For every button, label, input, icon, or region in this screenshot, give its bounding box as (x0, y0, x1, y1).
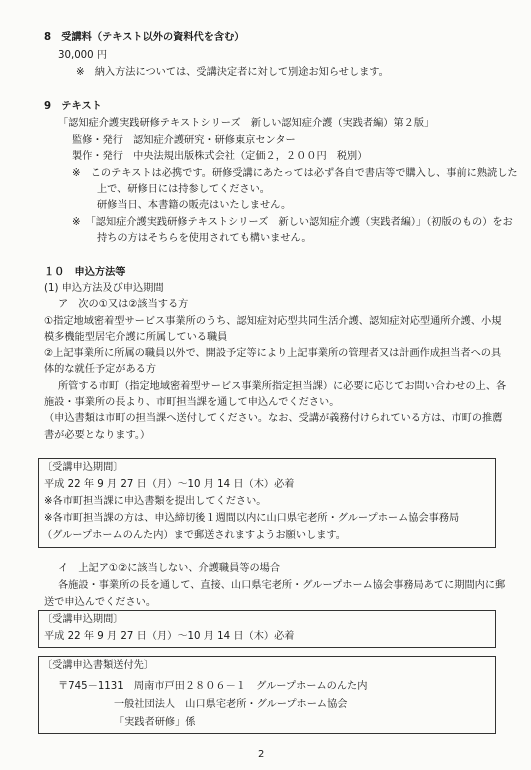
box-1-note-2: ※各市町担当課の方は、申込締切後１週間以内に山口県宅老所・グループホーム協会事務局 (44, 513, 460, 524)
fee-note: ※ 納入方法については、受講決定者に対して別途お知らせします。 (76, 67, 389, 78)
box-1-note-3: （グループホームのんた内）まで郵送されますようお願いします。 (42, 530, 346, 541)
procedure-line-3: （申込書類は市町の担当課へ送付してください。なお、受講が義務付けられている方は、市町の推薦 (44, 413, 503, 424)
target-b-heading: イ 上記ア①②に該当しない、介護職員等の場合 (58, 563, 281, 574)
target-item-1-line-1: ①指定地域密着型サービス事業所のうち、認知症対応型共同生活介護、認知症対応型通所介護、小規 (44, 316, 502, 327)
fee-amount: 30,000 円 (58, 50, 108, 61)
section-9-heading: 9 テキスト (44, 101, 102, 112)
textbook-note-1-line-2: 上で、研修日には持参してください。 (97, 184, 270, 195)
textbook-note-1-line-1: ※ このテキストは必携です。研修受講にあたっては必ず各自で書店等で購入し、事前に熟読した (72, 168, 518, 179)
target-a-heading: ア 次の①又は②該当する方 (58, 299, 189, 310)
procedure-line-1: 所管する市町（指定地域密着型サービス事業所指定担当課）に必要に応じてお問い合わせの上、各 (58, 381, 507, 392)
textbook-note-2-line-1: ※ 「認知症介護実践研修テキストシリーズ 新しい認知症介護（実践者編）」（初版のもの）をお (72, 217, 513, 228)
page-number: 2 (258, 749, 265, 760)
textbook-supervisor: 監修・発行 認知症介護研究・研修東京センター (72, 135, 296, 146)
box-1-label: 〔受講申込期間〕 (42, 462, 124, 473)
procedure-line-4: 書が必要となります。） (44, 430, 151, 441)
procedure-line-2: 施設・事業所の長より、市町担当課を通して申込んでください。 (44, 397, 340, 408)
textbook-producer: 製作・発行 中央法規出版株式会社（定価２，２００円 税別） (72, 151, 368, 162)
target-b-line-2: 送で申込んでください。 (44, 597, 157, 608)
mailing-organization: 一般社団法人 山口県宅老所・グループホーム協会 (114, 699, 348, 710)
target-item-1-line-2: 模多機能型居宅介護に所属している職員 (44, 332, 228, 343)
section-10-heading: １０ 申込方法等 (44, 267, 126, 278)
subsection-1-heading: (1) 申込方法及び申込期間 (44, 283, 164, 294)
textbook-note-2-line-2: 持ちの方はそちらを使用されても構いません。 (97, 233, 312, 244)
box-2-label: 〔受講申込期間〕 (42, 614, 124, 625)
target-b-line-1: 各施設・事業所の長を通して、直接、山口県宅老所・グループホーム協会事務局あてに期間内に郵 (58, 580, 506, 591)
textbook-title: 「認知症介護実践研修テキストシリーズ 新しい認知症介護（実践者編）第２版」 (58, 118, 435, 129)
box-1-period: 平成 22 年 9 月 27 日（月）～10 月 14 日（木）必着 (44, 479, 295, 490)
box-2-period: 平成 22 年 9 月 27 日（月）～10 月 14 日（木）必着 (44, 631, 295, 642)
target-item-2-line-2: 体的な就任予定がある方 (44, 364, 157, 375)
mailing-address: 〒745－1131 周南市戸田２８０６－１ グループホームのんた内 (58, 681, 368, 692)
textbook-note-1-line-3: 研修当日、本書籍の販売はいたしません。 (97, 200, 292, 211)
box-1-note-1: ※各市町担当課に申込書類を提出してください。 (44, 496, 267, 507)
section-8-heading: 8 受講料（テキスト以外の資料代を含む） (44, 32, 245, 43)
box-3-label: 〔受講申込書類送付先〕 (42, 660, 155, 671)
target-item-2-line-1: ②上記事業所に所属の職員以外で、開設予定等により上記事業所の管理者又は計画作成担当者への具 (44, 348, 502, 359)
mailing-attention: 「実践者研修」係 (114, 717, 196, 728)
